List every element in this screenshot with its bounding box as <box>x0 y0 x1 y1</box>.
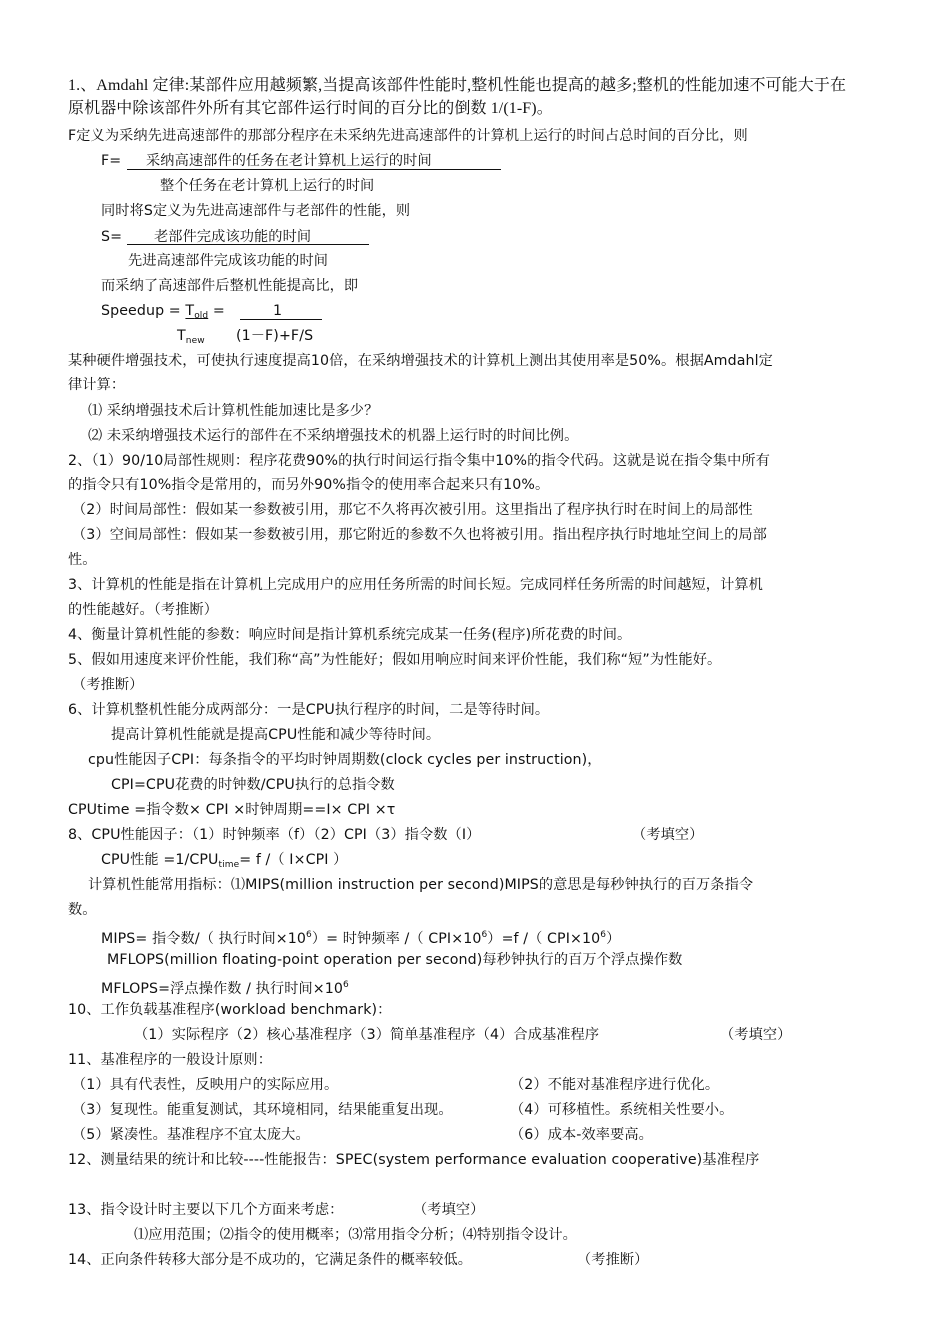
principle-2: （2）不能对基准程序进行优化。 <box>510 1077 720 1093</box>
locality-line-1: 2、（1）90/10局部性规则：程序花费90%的执行时间运行指令集中10%的指令代码。这就是说在指令集中所有 <box>68 453 770 469</box>
exercise-line-1: 某种硬件增强技术，可使执行速度提高10倍，在采纳增强技术的计算机上测出其使用率是50%。根据Amdahl定 <box>68 353 773 369</box>
item-5-line-2: （考推断） <box>72 677 144 693</box>
f-equals: F= <box>101 153 122 169</box>
principle-3: （3）复现性。能重复测试，其环境相同，结果能重复出现。 <box>72 1102 453 1118</box>
cpu-performance-formula: CPU性能 $=1/CPU_{time}= f$ /（ I×CPI ） <box>101 852 348 870</box>
item-14-tag: （考推断） <box>577 1252 649 1268</box>
s-numerator: 老部件完成该功能的时间 <box>154 229 312 245</box>
item-12: 12、测量结果的统计和比较----性能报告：SPEC(system performance evaluation cooperative)基准程序 <box>68 1152 760 1168</box>
temporal-locality: （2）时间局部性：假如某一参数被引用，那它不久将再次被引用。这里指出了程序执行时在时间上的局部性 <box>72 502 753 518</box>
f-fraction-bar <box>127 169 501 170</box>
exercise-question-2: ⑵ 未采纳增强技术运行的部件在不采纳增强技术的机器上运行时的时间比例。 <box>88 428 579 444</box>
item-3-line-2: 的性能越好。（考推断） <box>68 602 219 618</box>
item-8-tag: （考填空） <box>632 827 704 843</box>
principle-1: （1）具有代表性，反映用户的实际应用。 <box>72 1077 339 1093</box>
cpi-formula: CPI=CPU花费的时钟数/CPU执行的总指令数 <box>111 777 395 793</box>
s-fraction-bar <box>127 244 369 245</box>
principle-5: （5）紧凑性。基准程序不宜太庞大。 <box>72 1127 310 1143</box>
item-5-line-1: 5、假如用速度来评价性能，我们称“高”为性能好；假如用响应时间来评价性能，我们称“短”为性能好。 <box>68 652 722 668</box>
item-6-line-1: 6、计算机整机性能分成两部分：一是CPU执行程序的时间，二是等待时间。 <box>68 702 550 718</box>
item-8: 8、CPU性能因子：（1）时钟频率（f）（2）CPI（3）指令数（I） <box>68 827 481 843</box>
speedup-intro: 而采纳了高速部件后整机性能提高比，即 <box>101 278 359 294</box>
t-old: $T_{old}$ <box>185 303 209 321</box>
item-11: 11、基准程序的一般设计原则： <box>68 1052 272 1068</box>
item-4: 4、衡量计算机性能的参数：响应时间是指计算机系统完成某一任务(程序)所花费的时间。 <box>68 627 632 643</box>
item-14: 14、正向条件转移大部分是不成功的，它满足条件的概率较低。 <box>68 1252 473 1268</box>
spatial-locality-2: 性。 <box>68 552 97 568</box>
item-3-line-1: 3、计算机的性能是指在计算机上完成用户的应用任务所需的时间长短。完成同样任务所需的时间越短，计算机 <box>68 577 763 593</box>
mflops-formula: MFLOPS=浮点操作数 / 执行时间$\times 10^6$ <box>101 980 349 997</box>
exercise-line-2: 律计算： <box>68 377 126 393</box>
principle-6: （6）成本-效率要高。 <box>510 1127 653 1143</box>
exercise-question-1: ⑴ 采纳增强技术后计算机性能加速比是多少？ <box>88 403 379 419</box>
item-13: 13、指令设计时主要以下几个方面来考虑： <box>68 1202 344 1218</box>
metrics-line-2: 数。 <box>68 902 97 918</box>
amdahl-line-2: 原机器中除该部件外所有其它部件运行时间的百分比的倒数 1/(1-F)。 <box>68 100 553 117</box>
metrics-line-1: 计算机性能常用指标：⑴MIPS(million instruction per second)MIPS的意思是每秒钟执行的百万条指令 <box>88 877 754 893</box>
s-equals: S= <box>101 229 123 245</box>
locality-line-2: 的指令只有10%指令是常用的，而另外90%指令的使用率合起来只有10%。 <box>68 477 550 493</box>
item-13-tag: （考填空） <box>413 1202 485 1218</box>
item-6-line-2: 提高计算机性能就是提高CPU性能和减少等待时间。 <box>111 727 441 743</box>
speedup-numerator: 1 <box>273 303 283 319</box>
cpi-definition: cpu性能因子CPI：每条指令的平均时钟周期数(clock cycles per instruction)， <box>88 752 602 768</box>
t-new: $T_{new}$ <box>177 328 205 346</box>
s-definition: 同时将S定义为先进高速部件与老部件的性能，则 <box>101 203 411 219</box>
principle-4: （4）可移植性。系统相关性要小。 <box>510 1102 734 1118</box>
amdahl-line-1: 1.、Amdahl 定律:某部件应用越频繁,当提高该部件性能时,整机性能也提高的越多;整机的性能加速不可能大于在 <box>68 77 847 94</box>
item-10-list: （1）实际程序（2）核心基准程序（3）简单基准程序（4）合成基准程序 <box>134 1027 600 1043</box>
mflops-definition: MFLOPS(million floating-point operation per second)每秒钟执行的百万个浮点操作数 <box>107 952 683 968</box>
cputime-formula: CPUtime =指令数× CPI ×时钟周期==I× CPI ×τ <box>68 802 396 818</box>
item-13-list: ⑴应用范围；⑵指令的使用概率；⑶常用指令分析；⑷特别指令设计。 <box>134 1227 577 1243</box>
speedup-denominator: (1－F)+F/S <box>236 328 314 344</box>
item-10-tag: （考填空） <box>720 1027 792 1043</box>
f-definition: F定义为采纳先进高速部件的那部分程序在未采纳先进高速部件的计算机上运行的时间占总时间的百分比，则 <box>68 128 748 144</box>
speedup-label: Speedup = $T_{old}$ = <box>101 303 225 321</box>
s-denominator: 先进高速部件完成该功能的时间 <box>128 253 329 269</box>
item-10: 10、工作负载基准程序(workload benchmark)： <box>68 1002 392 1018</box>
mips-formula: MIPS= 指令数/（ 执行时间$\times 10^6)=$ 时钟频率 /（ $CPI\times 10^6)=f$ /（ $CPI\times 10^6$） <box>101 930 621 947</box>
spatial-locality-1: （3）空间局部性：假如某一参数被引用，那它附近的参数不久也将被引用。指出程序执行时地址空间上的局部 <box>72 527 767 543</box>
f-numerator: 采纳高速部件的任务在老计算机上运行的时间 <box>146 153 432 169</box>
speedup-fraction-bar <box>240 319 322 320</box>
f-denominator: 整个任务在老计算机上运行的时间 <box>160 178 375 194</box>
